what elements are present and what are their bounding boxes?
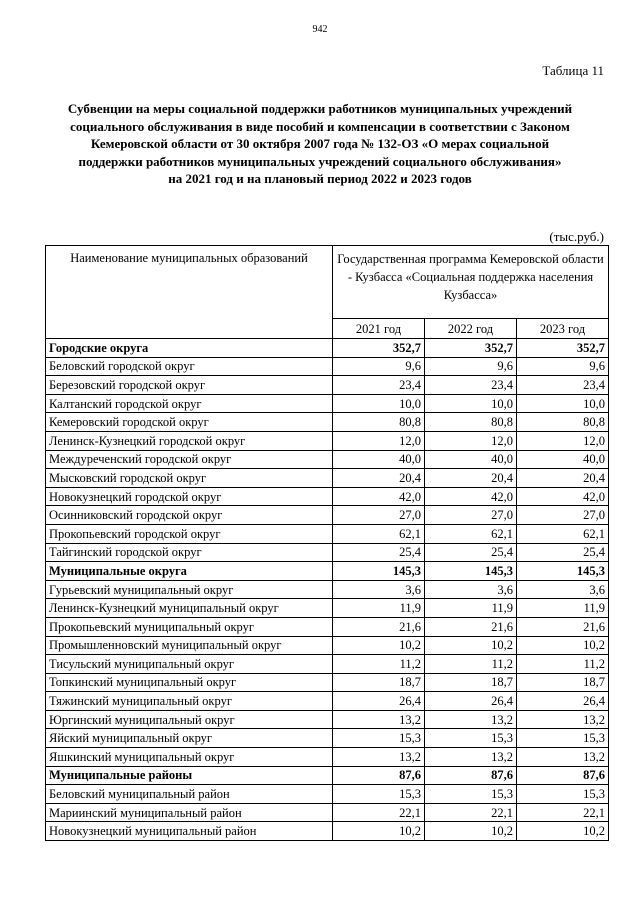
row-value: 145,3: [333, 562, 425, 581]
row-value: 15,3: [425, 729, 517, 748]
header-year: 2021 год: [333, 319, 425, 339]
row-name: Новокузнецкий муниципальный район: [46, 822, 333, 841]
table-row: [46, 431, 609, 450]
row-value: 12,0: [333, 431, 425, 450]
row-value: 42,0: [333, 487, 425, 506]
table-row: [46, 394, 609, 413]
row-value: 25,4: [425, 543, 517, 562]
row-value: 13,2: [333, 710, 425, 729]
row-value: 18,7: [333, 673, 425, 692]
row-name: Мариинский муниципальный район: [46, 803, 333, 822]
row-name: Тайгинский городской округ: [46, 543, 333, 562]
table-row: [46, 636, 609, 655]
header-program: Государственная программа Кемеровской области - Кузбасса «Социальная поддержка населения Кузбасса»: [333, 246, 609, 319]
row-value: 23,4: [425, 376, 517, 395]
header-year: 2023 год: [517, 319, 609, 339]
row-value: 10,2: [517, 822, 609, 841]
row-value: 20,4: [425, 469, 517, 488]
row-name: Ленинск-Кузнецкий муниципальный округ: [46, 599, 333, 618]
row-value: 20,4: [517, 469, 609, 488]
row-name: Муниципальные округа: [46, 562, 333, 581]
row-value: 15,3: [517, 729, 609, 748]
row-value: 352,7: [517, 339, 609, 358]
row-value: 40,0: [425, 450, 517, 469]
row-value: 11,2: [517, 655, 609, 674]
row-name: Ленинск-Кузнецкий городской округ: [46, 431, 333, 450]
table-row: [46, 655, 609, 674]
row-value: 13,2: [425, 748, 517, 767]
title-line: Кемеровской области от 30 октября 2007 года № 132-ОЗ «О мерах социальной: [90, 136, 550, 151]
row-value: 3,6: [425, 580, 517, 599]
table-row: [46, 803, 609, 822]
row-value: 80,8: [517, 413, 609, 432]
title-line: социального обслуживания в виде пособий и компенсации в соответствии с Законом: [70, 118, 570, 134]
header-year: 2022 год: [425, 319, 517, 339]
row-name: Яйский муниципальный округ: [46, 729, 333, 748]
row-value: 10,2: [425, 636, 517, 655]
row-value: 352,7: [333, 339, 425, 358]
row-name: Прокопьевский городской округ: [46, 524, 333, 543]
row-value: 20,4: [333, 469, 425, 488]
title-line: Субвенции на меры социальной поддержки работников муниципальных учреждений: [67, 101, 573, 116]
table-row: [46, 506, 609, 525]
table-group-row: [46, 562, 609, 581]
table-row: [46, 580, 609, 599]
row-value: 26,4: [517, 692, 609, 711]
table-group-row: [46, 766, 609, 785]
units-label: (тыс.руб.): [549, 229, 604, 244]
row-name: Тяжинский муниципальный округ: [46, 692, 333, 711]
row-value: 40,0: [517, 450, 609, 469]
table-row: [46, 729, 609, 748]
row-value: 12,0: [517, 431, 609, 450]
table-row: [46, 450, 609, 469]
table-row: [46, 785, 609, 804]
row-name: Кемеровский городской округ: [46, 413, 333, 432]
row-value: 11,2: [333, 655, 425, 674]
row-name: Тисульский муниципальный округ: [46, 655, 333, 674]
row-value: 145,3: [425, 562, 517, 581]
row-value: 10,2: [425, 822, 517, 841]
subventions-table: [45, 245, 609, 841]
row-value: 40,0: [333, 450, 425, 469]
row-value: 15,3: [333, 785, 425, 804]
row-name: Промышленновский муниципальный округ: [46, 636, 333, 655]
row-value: 10,0: [425, 394, 517, 413]
row-value: 22,1: [333, 803, 425, 822]
row-value: 10,2: [333, 636, 425, 655]
row-value: 21,6: [333, 617, 425, 636]
row-name: Беловский муниципальный район: [46, 785, 333, 804]
row-value: 10,2: [333, 822, 425, 841]
table-row: [46, 692, 609, 711]
row-value: 23,4: [517, 376, 609, 395]
row-name: Новокузнецкий городской округ: [46, 487, 333, 506]
row-value: 3,6: [333, 580, 425, 599]
row-value: 18,7: [517, 673, 609, 692]
row-value: 87,6: [517, 766, 609, 785]
row-value: 80,8: [333, 413, 425, 432]
row-name: Яшкинский муниципальный округ: [46, 748, 333, 767]
table-row: [46, 413, 609, 432]
row-value: 42,0: [517, 487, 609, 506]
row-name: Топкинский муниципальный округ: [46, 673, 333, 692]
row-value: 87,6: [333, 766, 425, 785]
table-row: [46, 710, 609, 729]
title-line: на 2021 год и на плановый период 2022 и 2023 годов: [168, 171, 472, 186]
row-value: 15,3: [333, 729, 425, 748]
row-value: 22,1: [425, 803, 517, 822]
row-name: Гурьевский муниципальный округ: [46, 580, 333, 599]
row-value: 23,4: [333, 376, 425, 395]
row-value: 13,2: [425, 710, 517, 729]
row-value: 26,4: [333, 692, 425, 711]
document-title: [40, 100, 600, 188]
row-value: 10,0: [333, 394, 425, 413]
row-value: 10,2: [517, 636, 609, 655]
row-value: 11,9: [425, 599, 517, 618]
table-row: [46, 469, 609, 488]
row-value: 9,6: [333, 357, 425, 376]
header-name-column: Наименование муниципальных образований: [46, 246, 333, 339]
row-value: 12,0: [425, 431, 517, 450]
table-row: [46, 524, 609, 543]
row-value: 13,2: [517, 748, 609, 767]
row-name: Юргинский муниципальный округ: [46, 710, 333, 729]
table-row: [46, 376, 609, 395]
row-value: 11,9: [517, 599, 609, 618]
row-value: 27,0: [333, 506, 425, 525]
row-value: 145,3: [517, 562, 609, 581]
row-name: Прокопьевский муниципальный округ: [46, 617, 333, 636]
row-name: Мысковский городской округ: [46, 469, 333, 488]
row-value: 62,1: [425, 524, 517, 543]
row-value: 27,0: [517, 506, 609, 525]
table-row: [46, 748, 609, 767]
row-value: 22,1: [517, 803, 609, 822]
row-value: 13,2: [517, 710, 609, 729]
row-value: 15,3: [517, 785, 609, 804]
row-value: 80,8: [425, 413, 517, 432]
row-value: 18,7: [425, 673, 517, 692]
table-row: [46, 599, 609, 618]
row-value: 11,9: [333, 599, 425, 618]
table-row: [46, 673, 609, 692]
row-value: 62,1: [517, 524, 609, 543]
table-group-row: [46, 339, 609, 358]
row-value: 25,4: [333, 543, 425, 562]
row-value: 87,6: [425, 766, 517, 785]
row-value: 9,6: [425, 357, 517, 376]
table-body: [46, 339, 609, 841]
page-number: 942: [312, 24, 328, 35]
row-value: 13,2: [333, 748, 425, 767]
table-row: [46, 487, 609, 506]
row-value: 10,0: [517, 394, 609, 413]
row-value: 352,7: [425, 339, 517, 358]
row-name: Городские округа: [46, 339, 333, 358]
row-value: 15,3: [425, 785, 517, 804]
row-value: 11,2: [425, 655, 517, 674]
row-value: 9,6: [517, 357, 609, 376]
table-label: Таблица 11: [542, 63, 604, 78]
row-name: Беловский городской округ: [46, 357, 333, 376]
row-value: 26,4: [425, 692, 517, 711]
title-line: поддержки работников муниципальных учреждений социального обслуживания»: [78, 153, 562, 169]
row-name: Осинниковский городской округ: [46, 506, 333, 525]
row-value: 27,0: [425, 506, 517, 525]
row-name: Муниципальные районы: [46, 766, 333, 785]
row-value: 21,6: [517, 617, 609, 636]
row-name: Калтанский городской округ: [46, 394, 333, 413]
row-value: 3,6: [517, 580, 609, 599]
row-value: 62,1: [333, 524, 425, 543]
table-row: [46, 617, 609, 636]
row-value: 25,4: [517, 543, 609, 562]
table-row: [46, 822, 609, 841]
row-name: Междуреченский городской округ: [46, 450, 333, 469]
table-row: [46, 543, 609, 562]
row-value: 42,0: [425, 487, 517, 506]
row-value: 21,6: [425, 617, 517, 636]
table-row: [46, 357, 609, 376]
row-name: Березовский городской округ: [46, 376, 333, 395]
